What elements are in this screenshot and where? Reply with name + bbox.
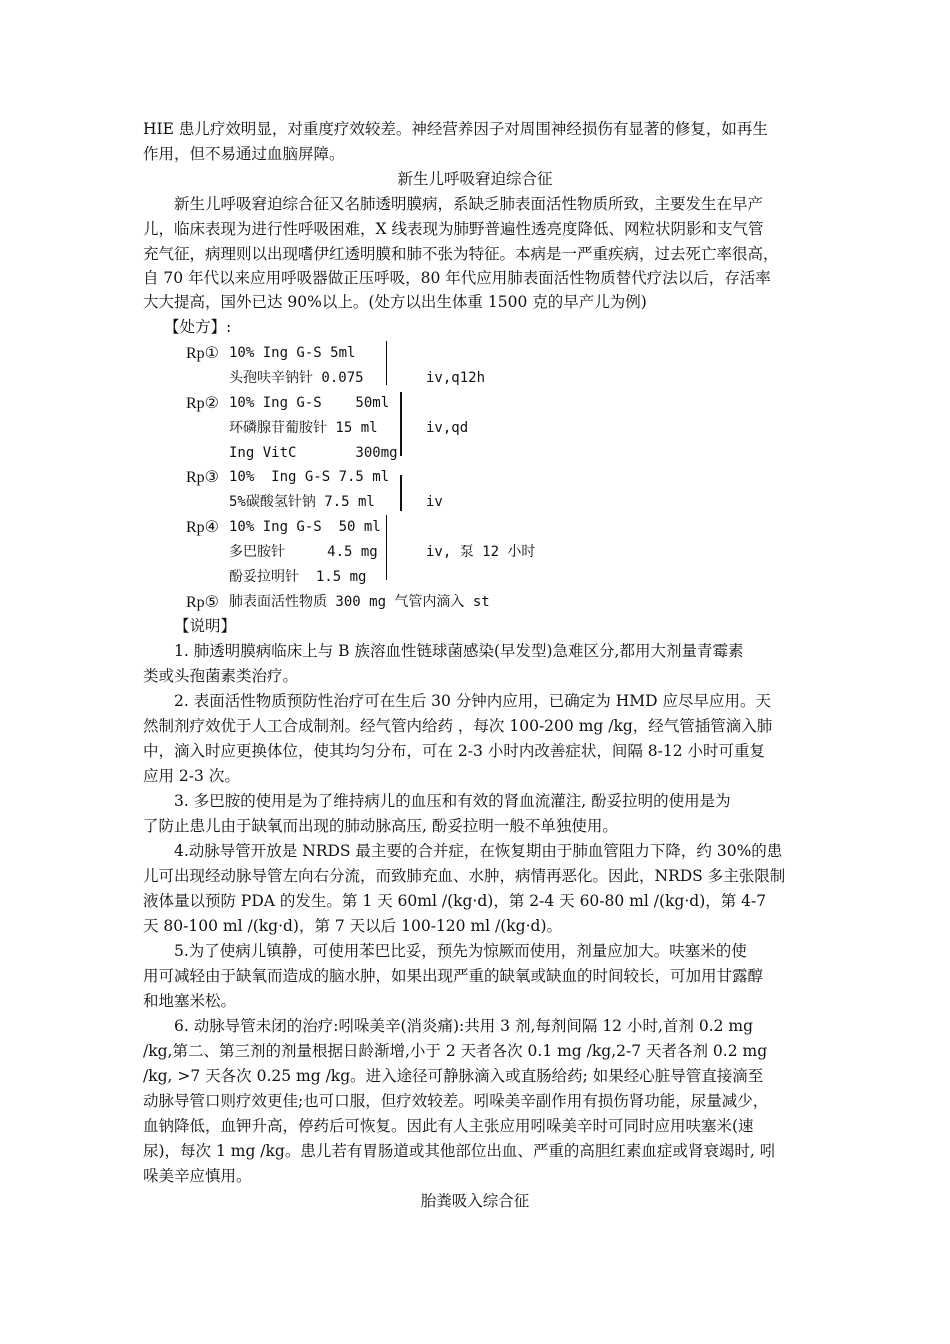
rx-heading: 【处方】:	[164, 318, 232, 336]
note-line: 和地塞米松。	[143, 992, 237, 1010]
note-line: /kg,第二、第三剂的剂量根据日龄渐增,小于 2 天者各次 0.1 mg /kg,2-7 天者各剂 0.2 mg	[143, 1042, 768, 1060]
rx-line: 10% Ing G-S 50 ml	[229, 519, 381, 535]
rx-route: iv, 泵 12 小时	[426, 544, 536, 560]
note-line: 3. 多巴胺的使用是为了维持病儿的血压和有效的肾血流灌注, 酚妥拉明的使用是为	[174, 792, 731, 810]
section-title: 新生儿呼吸窘迫综合征	[397, 170, 553, 188]
rx-route: iv,qd	[426, 420, 469, 436]
rx-line: 5%碳酸氢针钠 7.5 ml	[229, 494, 375, 510]
note-line: 6. 动脉导管未闭的治疗:吲哚美辛(消炎痛):共用 3 剂,每剂间隔 12 小时,首剂 0.2 mg	[174, 1017, 754, 1035]
rx-line: 头孢呋辛钠针 0.075	[229, 370, 364, 386]
paragraph-line: 充气征，病理则以出现嗜伊红透明膜和肺不张为特征。本病是一严重疾病，过去死亡率很高，	[143, 245, 779, 263]
rx-tag: Rp①	[186, 345, 220, 362]
rx-line: 肺表面活性物质 300 mg 气管内滴入 st	[229, 594, 490, 610]
note-line: 类或头孢菌素类治疗。	[143, 667, 299, 685]
rx-tag: Rp③	[186, 469, 220, 486]
rx-bracket	[400, 392, 402, 456]
note-line: 动脉导管口则疗效更佳;也可口服，但疗效较差。吲哚美辛副作用有损伤肾功能，尿量减少，	[143, 1092, 769, 1110]
note-line: 1. 肺透明膜病临床上与 B 族溶血性链球菌感染(早发型)急难区分,都用大剂量青霉素	[174, 642, 744, 660]
rx-bracket	[386, 341, 387, 385]
rx-line: 10% Ing G-S 5ml	[229, 345, 356, 361]
paragraph-line: 儿，临床表现为进行性呼吸困难，X 线表现为肺野普遍性透亮度降低、网粒状阴影和支气管	[143, 220, 764, 238]
paragraph-line: 大大提高，国外已达 90%以上。(处方以出生体重 1500 克的早产儿为例)	[143, 293, 647, 311]
note-line: 天 80-100 ml /(kg·d)，第 7 天以后 100-120 ml /(kg·d)。	[143, 917, 563, 935]
note-line: 血钠降低，血钾升高，停药后可恢复。因此有人主张应用吲哚美辛时可同时应用呋塞米(速	[143, 1117, 754, 1135]
note-line: 应用 2-3 次。	[143, 767, 240, 785]
rx-bracket	[400, 475, 402, 511]
rx-line: Ing VitC 300mg	[229, 445, 398, 461]
note-line: 儿可出现经动脉导管左向右分流，而致肺充血、水肿，病情再恶化。因此，NRDS 多主张限制	[143, 867, 786, 885]
paragraph-line: 自 70 年代以来应用呼吸器做正压呼吸，80 年代应用肺表面活性物质替代疗法以后，存活率	[143, 269, 771, 287]
rx-line: 10% Ing G-S 7.5 ml	[229, 469, 390, 485]
rx-tag: Rp④	[186, 519, 220, 536]
note-line: 4.动脉导管开放是 NRDS 最主要的合并症，在恢复期由于肺血管阻力下降，约 30%的患	[174, 842, 783, 860]
paragraph-line: 新生儿呼吸窘迫综合征又名肺透明膜病，系缺乏肺表面活性物质所致，主要发生在早产	[174, 195, 764, 213]
section-title: 胎粪吸入综合征	[420, 1192, 530, 1210]
note-line: 2. 表面活性物质预防性治疗可在生后 30 分钟内应用，已确定为 HMD 应尽早应用。天	[174, 692, 771, 710]
rx-line: 多巴胺针 4.5 mg	[229, 544, 378, 560]
note-line: 中，滴入时应更换体位，使其均匀分布，可在 2-3 小时内改善症状，间隔 8-12 小时可重复	[143, 742, 765, 760]
rx-line: 环磷腺苷葡胺针 15 ml	[229, 420, 378, 436]
note-line: 5.为了使病儿镇静，可使用苯巴比妥，预先为惊厥而使用，剂量应加大。呋塞米的使	[174, 942, 747, 960]
rx-tag: Rp⑤	[186, 594, 220, 611]
intro-line: HIE 患儿疗效明显，对重度疗效较差。神经营养因子对周围神经损伤有显著的修复，如再生	[143, 120, 768, 138]
note-line: 了防止患儿由于缺氧而出现的肺动脉高压, 酚妥拉明一般不单独使用。	[143, 817, 618, 835]
note-line: 尿)，每次 1 mg /kg。患儿若有胃肠道或其他部位出血、严重的高胆红素血症或肾衰竭时, 吲	[143, 1142, 776, 1160]
rx-bracket	[386, 515, 387, 580]
rx-route: iv,q12h	[426, 370, 486, 386]
rx-line: 酚妥拉明针 1.5 mg	[229, 569, 367, 585]
rx-line: 10% Ing G-S 50ml	[229, 395, 390, 411]
note-line: 哚美辛应慎用。	[143, 1167, 252, 1185]
intro-line: 作用，但不易通过血脑屏障。	[143, 145, 345, 163]
note-line: 用可减轻由于缺氧而造成的脑水肿，如果出现严重的缺氧或缺血的时间较长，可加用甘露醇	[143, 967, 764, 985]
note-line: 液体量以预防 PDA 的发生。第 1 天 60ml /(kg·d)，第 2-4 天 60-80 ml /(kg·d)，第 4-7	[143, 892, 767, 910]
rx-route: iv	[426, 494, 443, 510]
notes-heading: 【说明】	[174, 617, 237, 635]
note-line: /kg, >7 天各次 0.25 mg /kg。进入途径可静脉滴入或直肠给药; 如果经心脏导管直接滴至	[143, 1067, 764, 1085]
rx-tag: Rp②	[186, 395, 220, 412]
note-line: 然制剂疗效优于人工合成制剂。经气管内给药 ，每次 100-200 mg /kg，经气管插管滴入肺	[143, 717, 773, 735]
